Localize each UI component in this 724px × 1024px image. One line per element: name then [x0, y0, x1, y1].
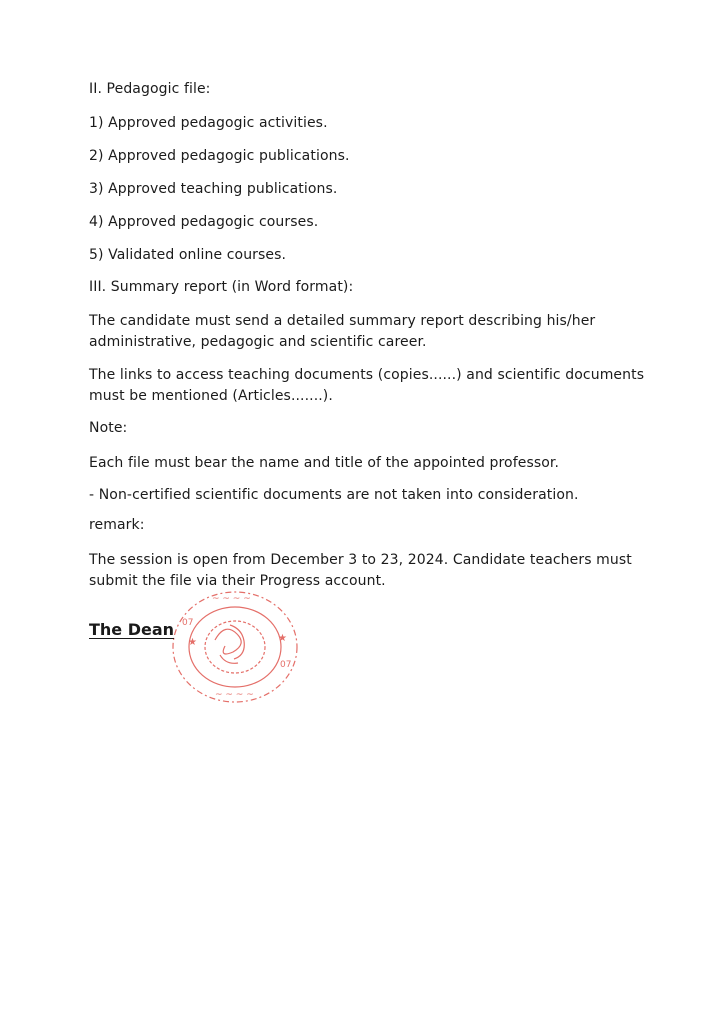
section-heading-summary-report: III. Summary report (in Word format): — [89, 279, 354, 295]
signature-the-dean: The Dean — [89, 620, 175, 639]
list-item: 4) Approved pedagogic courses. — [89, 214, 319, 230]
svg-text:07: 07 — [182, 618, 194, 628]
list-item: 3) Approved teaching publications. — [89, 181, 338, 197]
list-item: 1) Approved pedagogic activities. — [89, 115, 328, 131]
list-item: 2) Approved pedagogic publications. — [89, 148, 350, 164]
svg-text:~ ~ ~ ~: ~ ~ ~ ~ — [215, 690, 254, 700]
svg-text:~ ~ ~ ~: ~ ~ ~ ~ — [212, 594, 251, 604]
paragraph-summary-report: The candidate must send a detailed summary report describing his/her administrative, pedagogic and scientific career. — [89, 313, 596, 350]
note-text: Each file must bear the name and title of the appointed professor. — [89, 455, 560, 471]
svg-text:07: 07 — [280, 660, 292, 670]
official-seal-stamp-icon — [160, 585, 310, 710]
section-heading-pedagogic-file: II. Pedagogic file: — [89, 81, 211, 97]
remark-label: remark: — [89, 517, 145, 533]
note-text: - Non-certified scientific documents are not taken into consideration. — [89, 487, 579, 503]
paragraph-links: The links to access teaching documents (copies......) and scientific documents must be mentioned (Articles.......). — [89, 367, 645, 404]
paragraph-session: The session is open from December 3 to 23, 2024. Candidate teachers must submit the file via their Progress account. — [89, 552, 632, 589]
note-label: Note: — [89, 420, 128, 436]
list-item: 5) Validated online courses. — [89, 247, 287, 263]
svg-text:★: ★ — [188, 637, 197, 648]
svg-text:★: ★ — [278, 633, 287, 644]
